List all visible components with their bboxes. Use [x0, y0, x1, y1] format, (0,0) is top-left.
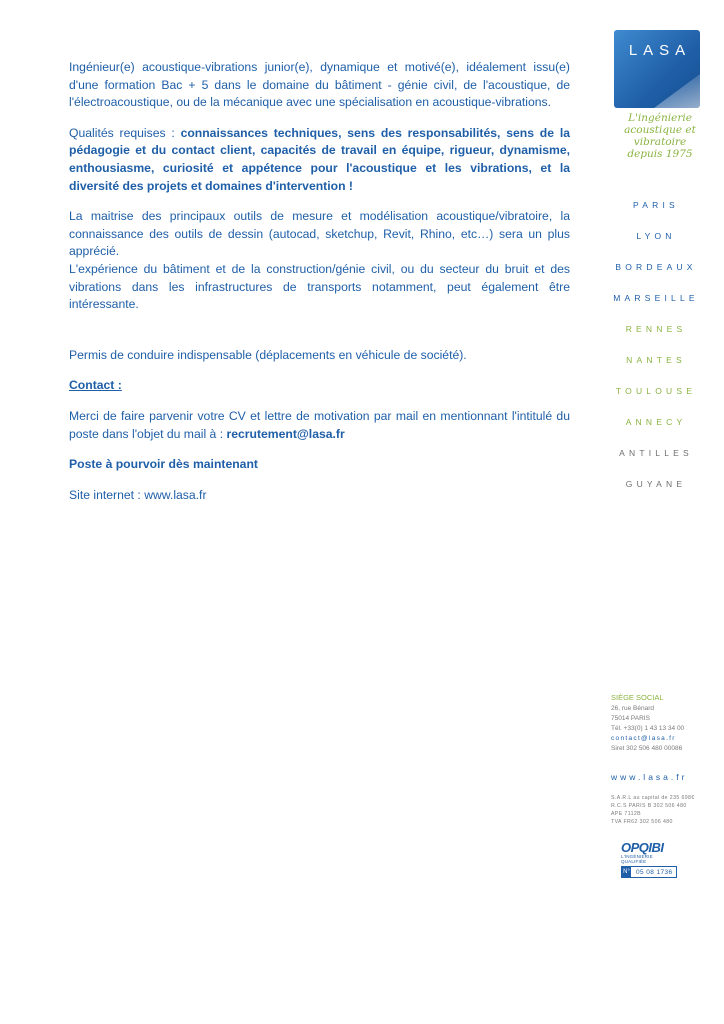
phone-number: Tél. +33(0) 1 43 13 34 00	[611, 725, 685, 732]
website-url: www.lasa.fr	[611, 772, 688, 782]
city-item: LYON	[636, 231, 676, 241]
lasa-logo	[614, 30, 700, 108]
address-street: 26, rue Bénard	[611, 705, 655, 712]
city-item: ANNECY	[625, 417, 687, 427]
paragraph-qualities: Qualités requises : connaissances techniques, sens des responsabilités, sens de la pédagogie et du contact client, capacités de travail en équipe, rigueur, dynamisme, enthousiasme, curiosité et appétence pour l'acoustique et les vibrations, et la diversité des projets et domaines d'intervention !	[69, 125, 570, 193]
paragraph-experience: L'expérience du bâtiment et de la construction/génie civil, ou du secteur du bruit et des vibrations dans les infrastructures de transports notamment, peut également être intéressante.	[69, 261, 570, 312]
address-city: 75014 PARIS	[611, 715, 650, 722]
city-item: MARSEILLE	[613, 293, 699, 303]
head-office-info	[611, 693, 715, 754]
paragraph-profile: Ingénieur(e) acoustique-vibrations junior(e), dynamique et motivé(e), idéalement issu(e) d'une formation Bac + 5 dans le domaine du bâtiment - génie civil, de l'acoustique, de l'électroacoustique, ou de la mécanique avec une spécialisation en acoustique-vibrations.	[69, 60, 570, 110]
contact-email: contact@lasa.fr	[611, 735, 676, 742]
city-item: GUYANE	[625, 479, 687, 489]
city-item: NANTES	[626, 355, 686, 365]
head-office-title: SIÈGE SOCIAL	[611, 693, 664, 702]
opqibi-logo: OPQIBI	[621, 840, 664, 855]
paragraph-contact: Merci de faire parvenir votre CV et lettre de motivation par mail en mentionnant l'intitulé du poste dans l'objet du mail à : recrutement@lasa.fr	[69, 408, 570, 441]
paragraph-website: Site internet : www.lasa.fr	[69, 487, 207, 502]
city-item: PARIS	[633, 200, 679, 210]
opqibi-badge	[621, 840, 677, 874]
legal-info: S.A.R.L au capital de 235 698€ R.C.S PARIS B 302 506 480 APE 7112B TVA FR62 302 506 480	[611, 795, 695, 825]
logo-text: LASA	[628, 42, 692, 59]
city-item: ANTILLES	[619, 448, 693, 458]
city-item: TOULOUSE	[615, 386, 697, 396]
paragraph-tools: La maitrise des principaux outils de mesure et modélisation acoustique/vibratoire, la connaissance des outils de dessin (autocad, sketchup, Revit, Rhino, etc…) sera un plus apprécié.	[69, 209, 570, 259]
office-city-list	[596, 199, 716, 509]
job-description	[69, 59, 570, 504]
city-item: BORDEAUX	[615, 262, 697, 272]
city-item: RENNES	[625, 324, 687, 334]
opqibi-subtitle: L'INGÉNIERIE QUALIFIÉE	[621, 854, 653, 864]
recruitment-email-link[interactable]: recrutement@lasa.fr	[226, 426, 345, 441]
paragraph-license: Permis de conduire indispensable (déplacements en véhicule de société).	[69, 347, 467, 362]
siret-number: Siret 302 506 480 00086	[611, 745, 683, 752]
paragraph-availability: Poste à pourvoir dès maintenant	[69, 457, 258, 472]
opqibi-number: 05 08 1736	[636, 868, 673, 876]
opqibi-number-box: N° 05 08 1736	[621, 866, 677, 878]
contact-heading: Contact :	[69, 378, 122, 393]
logo-tagline: L'ingénierie acoustique et vibratoire depuis 1975	[624, 112, 696, 160]
